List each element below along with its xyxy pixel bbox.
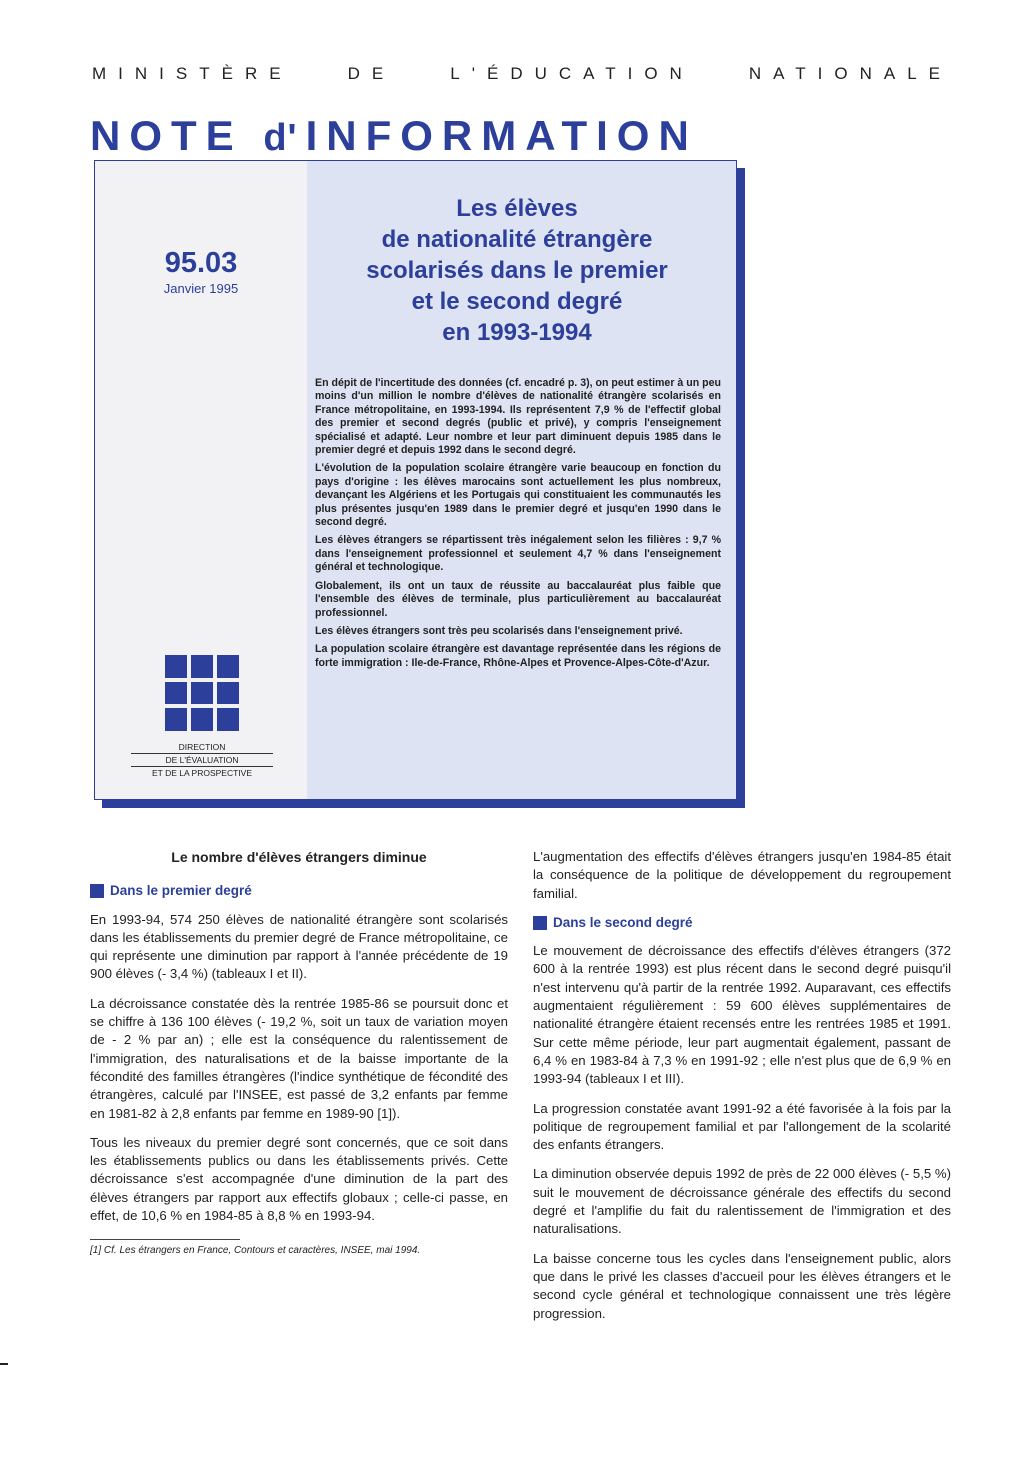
logo-text-line: DIRECTION	[131, 741, 273, 754]
summary-paragraph: Les élèves étrangers se répartissent très inégalement selon les filières : 9,7 % dans l'enseignement professionnel et seulement 4,7 % dans l'enseignement général et technologique.	[315, 534, 721, 574]
summary-paragraph: La population scolaire étrangère est davantage représentée dans les régions de forte immigration : Ile-de-France, Rhône-Alpes et Provence-Alpes-Côte-d'Azur.	[315, 643, 721, 669]
right-column	[533, 848, 951, 1334]
issue-number: 95.03	[164, 247, 238, 279]
headline-line: et le second degré	[411, 288, 623, 315]
subsection-premier-degre	[90, 882, 508, 900]
square-bullet-icon	[90, 884, 104, 898]
section-title: Le nombre d'élèves étrangers diminue	[171, 849, 427, 865]
dep-logo-text	[131, 741, 273, 779]
body-paragraph: La décroissance constatée dès la rentrée 1985-86 se poursuit donc et se chiffre à 136 100 élèves (- 19,2 %, soit un taux de variation moyen de - 2 % par an) ; elle est la conséquence du ralentissement de l'immigration, des naturalisations et de la baisse importante de la fécondité des familles étrangères (l'indice synthétique de fécondité des étrangères, calculé par l'INSEE, est passé de 3,2 enfants par femme en 1981-82 à 2,8 enfants par femme en 1989-90 [1]).	[90, 995, 508, 1121]
title-information: INFORMATION	[305, 112, 698, 159]
subsection-title: Dans le second degré	[553, 914, 693, 930]
left-column	[90, 848, 508, 1258]
body-paragraph: L'augmentation des effectifs d'élèves étrangers jusqu'en 1984-85 était la conséquence de la politique de développement du regroupement familial.	[533, 849, 951, 901]
body-paragraph: La progression constatée avant 1991-92 a été favorisée à la fois par la politique de regroupement familial et par l'allongement de la scolarité des enfants étrangers.	[533, 1100, 951, 1153]
headline-line: scolarisés dans le premier	[366, 257, 668, 284]
dep-logo-icon	[165, 655, 241, 731]
summary-text	[315, 377, 721, 675]
headline-line: Les élèves	[456, 195, 578, 222]
body-paragraph: Le mouvement de décroissance des effectifs d'élèves étrangers (372 600 à la rentrée 1993) est plus récent dans le second degré puisqu'il n'est intervenu qu'à partir de la rentrée 1992. Auparavant, ces effectifs augmentaient régulièrement : 59 600 élèves supplémentaires de nationalité étrangère étaient recensés entre les rentrées 1985 et 1991. Sur cette même période, leur part augmentait également, passant de 6,4 % en 1983-84 à 7,3 % en 1991-92 ; elle n'est plus que de 6,9 % en 1993-94 (tableaux I et III).	[533, 943, 951, 1087]
headline	[317, 193, 717, 348]
title-note: NOTE	[90, 112, 243, 159]
ministry-word: MINISTÈRE	[92, 64, 293, 83]
body-paragraph: La baisse concerne tous les cycles dans l'enseignement public, alors que dans le privé les classes d'accueil pour les élèves étrangers et le second cycle général et technologique connaissent une très légère progression.	[533, 1250, 951, 1321]
headline-line: de nationalité étrangère	[381, 226, 653, 253]
headline-line: en 1993-1994	[442, 319, 592, 346]
subsection-second-degre	[533, 914, 951, 932]
ministry-word: L'ÉDUCATION	[450, 64, 694, 83]
footnote: [1] Cf. Les étrangers en France, Contours et caractères, INSEE, mai 1994.	[90, 1239, 240, 1258]
summary-paragraph: L'évolution de la population scolaire étrangère varie beaucoup en fonction du pays d'origine : les élèves marocains sont actuellement les plus nombreux, devançant les Algériens et les Portugais qui constituaient les communautés les plus présentes jusqu'en 1989 dans le premier degré et jusqu'en 1990 dans le second degré.	[315, 462, 721, 529]
logo-text-line: DE L'ÉVALUATION	[131, 754, 273, 767]
title-d: d'	[263, 117, 298, 159]
subsection-title: Dans le premier degré	[110, 883, 252, 899]
summary-paragraph: Globalement, ils ont un taux de réussite au baccalauréat plus faible que l'ensemble des élèves de terminale, plus particulièrement au baccalauréat professionnel.	[315, 579, 721, 619]
summary-paragraph: En dépit de l'incertitude des données (cf. encadré p. 3), on peut estimer à un peu moins d'un million le nombre d'élèves de nationalité étrangère scolarisés en France métropolitaine, en 1993-1994. Ils représentent 7,9 % de l'effectif global des premier et second degrés (public et privé), y compris l'enseignement spécialisé et adapté. Leur nombre et leur part diminuent depuis 1985 dans le premier degré et depuis 1992 dans le second degré.	[315, 377, 721, 457]
body-paragraph: En 1993-94, 574 250 élèves de nationalité étrangère sont scolarisés dans les établissements du premier degré de France métropolitaine, ce qui représente une diminution par rapport à l'année précédente de 19 900 élèves (- 3,4 %) (tableaux I et II).	[90, 911, 508, 982]
logo-text-line: ET DE LA PROSPECTIVE	[152, 768, 252, 778]
ministry-word: DE	[347, 64, 396, 83]
publication-title	[90, 112, 698, 160]
body-paragraph: Tous les niveaux du premier degré sont concernés, que ce soit dans les établissements publics ou dans les établissements privés. Cette décroissance s'est accompagnée d'une diminution de la part des élèves étrangers par rapport aux effectifs globaux ; celle-ci passe, en effet, de 10,6 % en 1984-85 à 8,8 % en 1993-94.	[90, 1134, 508, 1224]
ministry-header	[92, 64, 952, 84]
summary-box	[94, 160, 737, 800]
edge-mark	[0, 1363, 8, 1365]
ministry-word: NATIONALE	[748, 64, 952, 83]
issue-date: Janvier 1995	[163, 281, 239, 296]
body-paragraph: La diminution observée depuis 1992 de près de 22 000 élèves (- 5,5 %) suit le mouvement de décroissance générale des effectifs du second degré et l'amplifie du fait du ralentissement de l'immigration et des naturalisations.	[533, 1166, 951, 1237]
summary-paragraph: Les élèves étrangers sont très peu scolarisés dans l'enseignement privé.	[315, 624, 683, 637]
square-bullet-icon	[533, 916, 547, 930]
